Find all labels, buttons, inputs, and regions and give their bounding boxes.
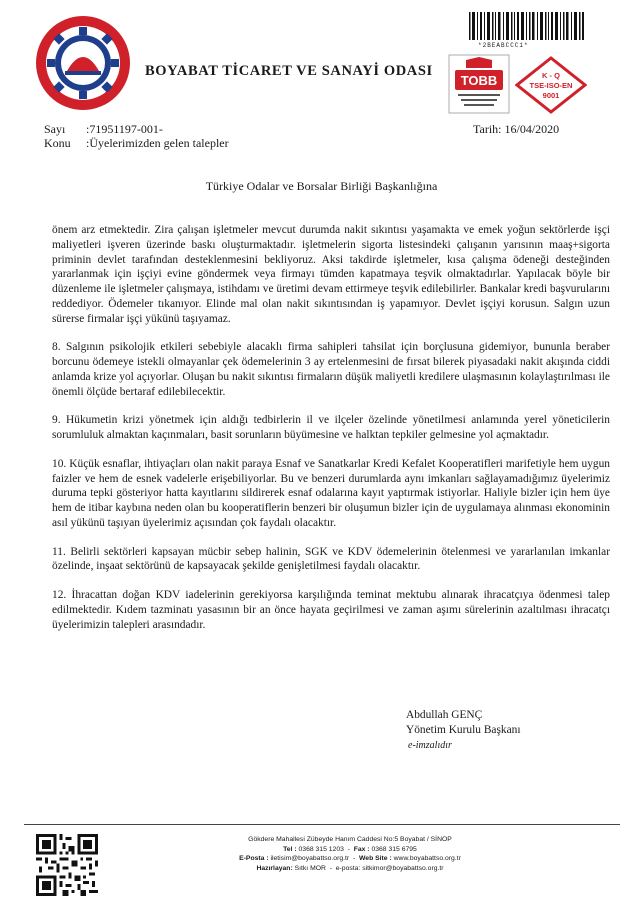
tse-line-3: 9001 (542, 91, 560, 100)
konu-label: Konu (44, 136, 71, 150)
sayi-label: Sayı (44, 122, 66, 136)
email-link[interactable]: iletisim@boyabattso.org.tr (270, 855, 350, 863)
fax-label: Fax : (353, 845, 370, 853)
tse-iso-certification-logo (515, 56, 587, 114)
tse-line-1: K - Q (542, 71, 560, 80)
e-signature-note: e-imzalıdır (408, 740, 452, 751)
tel-label: Tel : (283, 845, 297, 853)
paragraph-11: 11. Belirli sektörleri kapsayan mücbir sebep halinin, SGK ve KDV ödemelerinin ötelenmesi ve yararlanılan imkanlar özelinde, inşaat sektörünü de kapsayacak şekilde genişletilmesi faydalı olacaktır. (52, 545, 610, 573)
signatory-title: Yönetim Kurulu Başkanı (406, 723, 521, 736)
document-date: Tarih: 16/04/2020 (473, 122, 560, 136)
prepared-label: Hazırlayan: (256, 864, 293, 872)
footer-contact (165, 835, 535, 873)
tse-line-2: TSE-ISO-EN (529, 81, 573, 90)
sayi-value: :71951197-001- (86, 122, 163, 136)
barcode-number: *2BEABCCC1* (478, 42, 529, 49)
email-label: E-Posta : (239, 855, 269, 863)
footer-phone-line: Tel : 0368 315 1203 - Fax : 0368 315 6795 (283, 845, 417, 853)
website-link[interactable]: www.boyabattso.org.tr (393, 855, 461, 863)
paragraph-intro: önem arz etmektedir. Zira çalışan işletmeler mevcut durumda nakit sıkıntısı yaşamakta ve emek yoğun sektörlerde işçi maliyetleri işveren üzerinde baskı oluşturmaktadır. işletmelerin sigorta listesindeki çalışanın yarısının maaş+sigorta priminin devlet tarafından desteklenmesini bekliyoruz. Aksi takdirde işletmeler, kısa çalışma ödeneği desteğinden yararlanmak için işçiyi evine göndermek veya firmayı tümden kapatmaya teşvik olmaktadırlar. Yapılacak böyle bir düzenleme ile işletmeler çalışmaya, istihdamı ve üretimi devam ettirmeye teşvik edilebilirler. Bankalar kredi başvurularını reddediyor. Ödemeler tıkanıyor. Elinde mal olan nakit sıkıntısından iş yapamıyor. Devlet işçiyi korusun. Salgın uzun sürerse firmalar işçi yükünü taşıyamaz. (52, 224, 610, 325)
fax-value: 0368 315 6795 (371, 845, 417, 853)
paragraph-12: 12. İhracattan doğan KDV iadelerinin gerekiyorsa karşılığında teminat mektubu alınarak ihracatçıya ödenmesi talep edilmektedir. Kıdem tazminatı yasasının bir an önce hayata geçirilmesi ve zaman aşımı sürelerinin azaltılması ihracatçı üyelerimizin talepleri arasındadır. (52, 588, 610, 631)
letter-body (52, 223, 610, 646)
web-label: Web Site : (359, 855, 392, 863)
signature-block (406, 708, 521, 754)
tobb-label: TOBB (460, 73, 498, 88)
prepared-email-link[interactable]: sitkimor@boyabattso.org.tr (362, 864, 444, 872)
prepared-by: Sıtkı MOR (294, 864, 326, 872)
tobb-accreditation-logo (448, 54, 510, 114)
footer-prepared-line: Hazırlayan: Sıtkı MOR - e-posta: sitkimor@boyabattso.org.tr (256, 864, 444, 872)
signatory-name: Abdullah GENÇ (406, 709, 483, 721)
chamber-logo (33, 13, 133, 113)
footer-divider (24, 824, 620, 825)
konu-value: :Üyelerimizden gelen talepler (86, 136, 229, 150)
prepared-email-label: e-posta: (335, 864, 361, 872)
paragraph-9: 9. Hükumetin krizi yönetmek için aldığı tedbirlerin il ve ilçeler özelinde yönetilmesi anlamında yerel yöneticilerin sorumluluk almaktan kaçınmaları, basit sorunların büyümesine ve halktan tepkiler gelmesine yol açmaktadır. (52, 414, 610, 442)
paragraph-10: 10. Küçük esnaflar, ihtiyaçları olan nakit paraya Esnaf ve Sanatkarlar Kredi Kefalet Kooperatifleri marifetiyle hem uygun faizler ve hem de esnek vadelerle erişebiliyorlar. Bu ve benzeri durumlarda aynı imkanları sağlayamadığımız üyelerimiz duruma tepki gösteriyor hatta kayıtlarını sildirerek esnaf odalarına kayıt yaptırmak istiyorlar. Haliyle bizler için hem üye hem de itibar kaybına neden olan bu kooperatiflerin benzeri bir oluşumun bizler için de uygulamaya alınması ekonominin asıl yükünü taşıyan üyelerimiz açısından çok faydalı olacaktır. (52, 457, 610, 529)
footer-address: Gökdere Mahallesi Zübeyde Hanım Caddesi No:5 Boyabat / SİNOP (248, 836, 452, 843)
organization-name: BOYABAT TİCARET VE SANAYİ ODASI (145, 63, 433, 79)
recipient-line: Türkiye Odalar ve Borsalar Birliği Başkanlığına (205, 179, 438, 193)
footer-web-line: E-Posta : iletisim@boyabattso.org.tr - Web Site : www.boyabattso.org.tr (239, 855, 461, 863)
paragraph-8: 8. Salgının psikolojik etkileri sebebiyle alacaklı firma sahipleri tahsilat için borçlusuna gidemiyor, bununla beraber borcunu ödemeye istekli olmayanlar çek ödemelerinin 3 ay ertelenmesini de fırsat bilerek piyasadaki nakit akışında ciddi anlamda krize yol açıyorlar. Oluşan bu nakit sıkıntısı firmaların düşük maliyetli kredilere ulaşmasının kolaylaştırılması ile önemli ölçüde bertaraf edilebilecektir. (52, 341, 610, 398)
tel-value: 0368 315 1203 (298, 845, 344, 853)
qr-code (36, 834, 98, 896)
